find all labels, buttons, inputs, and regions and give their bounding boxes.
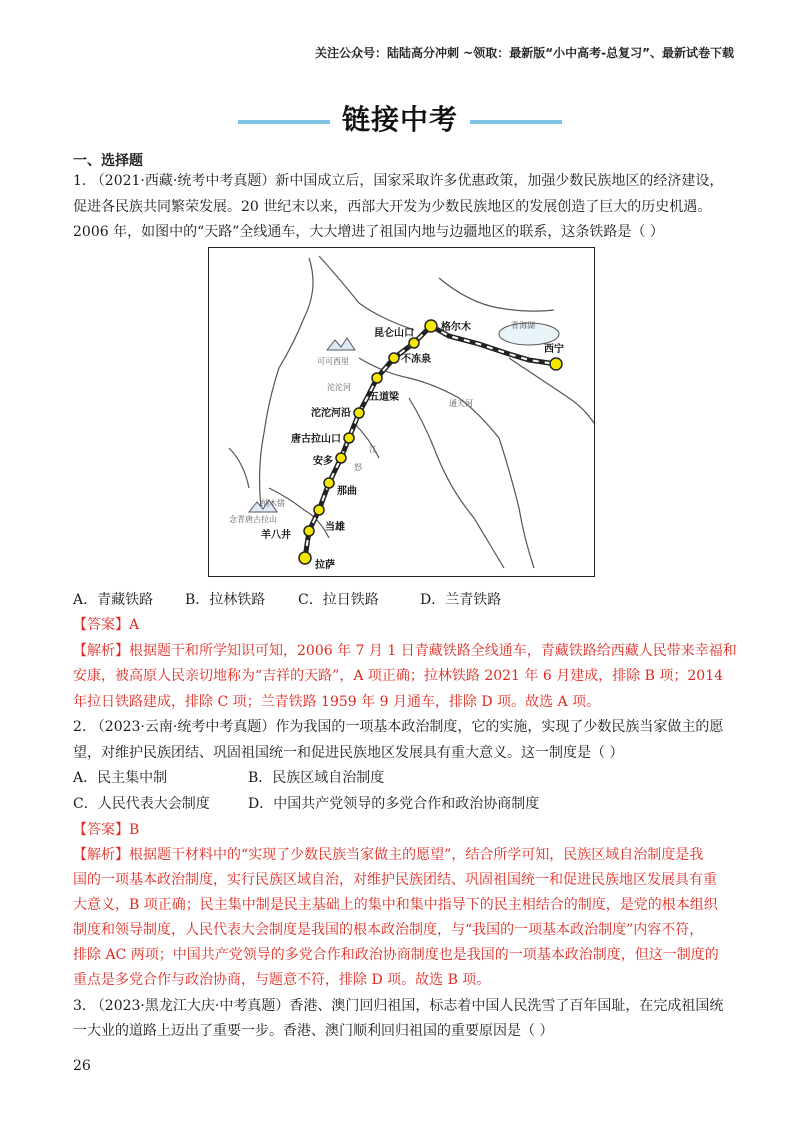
station-tanggula-pass — [344, 433, 354, 443]
q1-analysis-line-1: 【解析】根据题干和所学知识可知，2006 年 7 月 1 日青藏铁路全线通车，青藏铁路给西藏人民带来幸福和 — [73, 643, 737, 659]
mountain-icon-kekexili — [327, 338, 355, 350]
label-tongtian-river: 通天河 — [449, 399, 473, 408]
station-amdo — [336, 453, 346, 463]
label-nagqu: 那曲 — [337, 486, 357, 497]
river-line-8 — [229, 448, 249, 488]
label-qinghai-lake: 青海湖 — [511, 321, 535, 330]
q3-line-2: 一大业的道路上迈出了重要一步。香港、澳门顺利回归祖国的重要原因是（ ） — [73, 1023, 554, 1039]
river-line-4 — [359, 358, 534, 568]
q1-line-2: 促进各民族共同繁荣发展。20 世纪末以来，西部大开发为少数民族地区的发展创造了巨大的历史机遇。 — [73, 199, 712, 215]
river-line-2 — [319, 256, 414, 330]
label-nyenchen-tanglha: 念青唐古拉山 — [229, 515, 277, 524]
page-number: 26 — [73, 1058, 91, 1074]
q2-analysis-line-5: 排除 AC 两项；中国共产党领导的多党合作和政治协商制度也是我国的一项基本政治制度，但这一制度的 — [73, 947, 719, 963]
q2-analysis-line-6: 重点是多党合作与政治协商，与题意不符，排除 D 项。故选 B 项。 — [73, 972, 491, 988]
station-wudaoliang — [372, 373, 382, 383]
q1-answer: 【答案】A — [73, 617, 140, 633]
label-tuotuo-river: 沱沱河 — [327, 383, 351, 392]
q2-analysis-line-2: 国的一项基本政治制度，实行民族区域自治，对维护民族团结、巩固祖国统一和促进民族地区发展具有重 — [73, 872, 717, 888]
q2-analysis-line-3: 大意义，B 项正确；民主集中制是民主基础上的集中和集中指导下的民主相结合的制度，是党的根本组织 — [73, 897, 718, 913]
q1-option-d: D．兰青铁路 — [420, 592, 502, 608]
station-nagqu — [324, 478, 334, 488]
label-yangbajain: 羊八井 — [261, 530, 291, 541]
river-line-1 — [260, 258, 313, 508]
label-golmud: 格尔木 — [441, 322, 471, 333]
station-golmud — [425, 320, 437, 332]
page-title: 链接中考 — [341, 103, 458, 136]
q1-option-b: B．拉林铁路 — [185, 592, 266, 608]
label-budongquan: 不冻泉 — [401, 354, 431, 365]
q2-option-d: D．中国共产党领导的多党合作和政治协商制度 — [248, 796, 540, 812]
q1-analysis-line-2: 安康，被高原人民亲切地称为“吉祥的天路”，A 项正确；拉林铁路 2021 年 6 月建成，排除 B 项；2014 — [73, 668, 724, 684]
q1-option-a: A．青藏铁路 — [73, 592, 154, 608]
page-header-notice: 关注公众号：陆陆高分冲刺 ~领取：最新版“小中高考-总复习”、最新试卷下载 — [315, 46, 734, 60]
q2-analysis-line-1: 【解析】根据题干材料中的“实现了少数民族当家做主的愿望”，结合所学可知，民族区域自治制度是我 — [73, 847, 704, 863]
station-damxung — [314, 505, 324, 515]
q2-answer: 【答案】B — [73, 822, 140, 838]
station-kunlun-pass — [409, 338, 419, 348]
q2-option-a: A．民主集中制 — [73, 770, 168, 786]
label-kunlun-pass: 昆仑山口 — [374, 328, 414, 339]
label-tuotuohe: 沱沱河沿 — [311, 408, 351, 419]
label-wudaoliang: 五道梁 — [369, 392, 399, 403]
q2-line-1: 2. （2023·云南·统考中考真题）作为我国的一项基本政治制度，它的实施，实现了少数民族当家做主的愿 — [73, 719, 724, 735]
station-lhasa — [299, 552, 311, 564]
label-tanggula-pass: 唐古拉山口 — [291, 434, 341, 445]
q1-option-c: C．拉日铁路 — [298, 592, 379, 608]
label-namtso: 纳木错 — [261, 499, 285, 508]
label-kekexili: 可可西里 — [317, 357, 349, 366]
q2-option-c: C．人民代表大会制度 — [73, 796, 210, 812]
railway-map — [208, 247, 595, 577]
q3-line-1: 3. （2023·黑龙江大庆·中考真题）香港、澳门回归祖国，标志着中国人民洗雪了百年国耻，在完成祖国统 — [73, 998, 724, 1014]
river-line-3 — [439, 278, 554, 311]
q2-line-2: 望，对维护民族团结、巩固祖国统一和促进民族地区发展具有重大意义。这一制度是（ ） — [73, 745, 624, 761]
label-nu: 怒 — [354, 463, 362, 472]
label-damxung: 当雄 — [325, 522, 345, 533]
title-right-rule — [470, 120, 562, 124]
q1-line-1: 1. （2021·西藏·统考中考真题）新中国成立后，国家采取许多优惠政策，加强少数民族地区的经济建设， — [73, 173, 724, 189]
title-left-rule — [238, 120, 330, 124]
station-xining — [550, 358, 562, 370]
q1-analysis-line-3: 年拉日铁路建成，排除 C 项；兰青铁路 1959 年 9 月通车，排除 D 项。故选 A 项。 — [73, 694, 601, 710]
label-amdo: 安多 — [313, 456, 333, 467]
q2-analysis-line-4: 制度和领导制度，人民代表大会制度是我国的根本政治制度，与“我国的一项基本政治制度”内容不符， — [73, 922, 704, 938]
station-yangbajain — [304, 526, 314, 536]
river-line-5 — [409, 398, 504, 568]
section-heading: 一、选择题 — [73, 153, 143, 169]
label-lhasa: 拉萨 — [315, 560, 335, 571]
q1-line-3: 2006 年，如图中的“天路”全线通车，大大增进了祖国内地与边疆地区的联系，这条铁路是（ ） — [73, 224, 664, 240]
station-tuotuohe — [354, 408, 364, 418]
q2-option-b: B．民族区域自治制度 — [248, 770, 385, 786]
station-budongquan — [389, 353, 399, 363]
label-xining: 西宁 — [544, 344, 564, 355]
title-banner — [0, 96, 800, 140]
label-jiang: 江 — [369, 445, 377, 454]
